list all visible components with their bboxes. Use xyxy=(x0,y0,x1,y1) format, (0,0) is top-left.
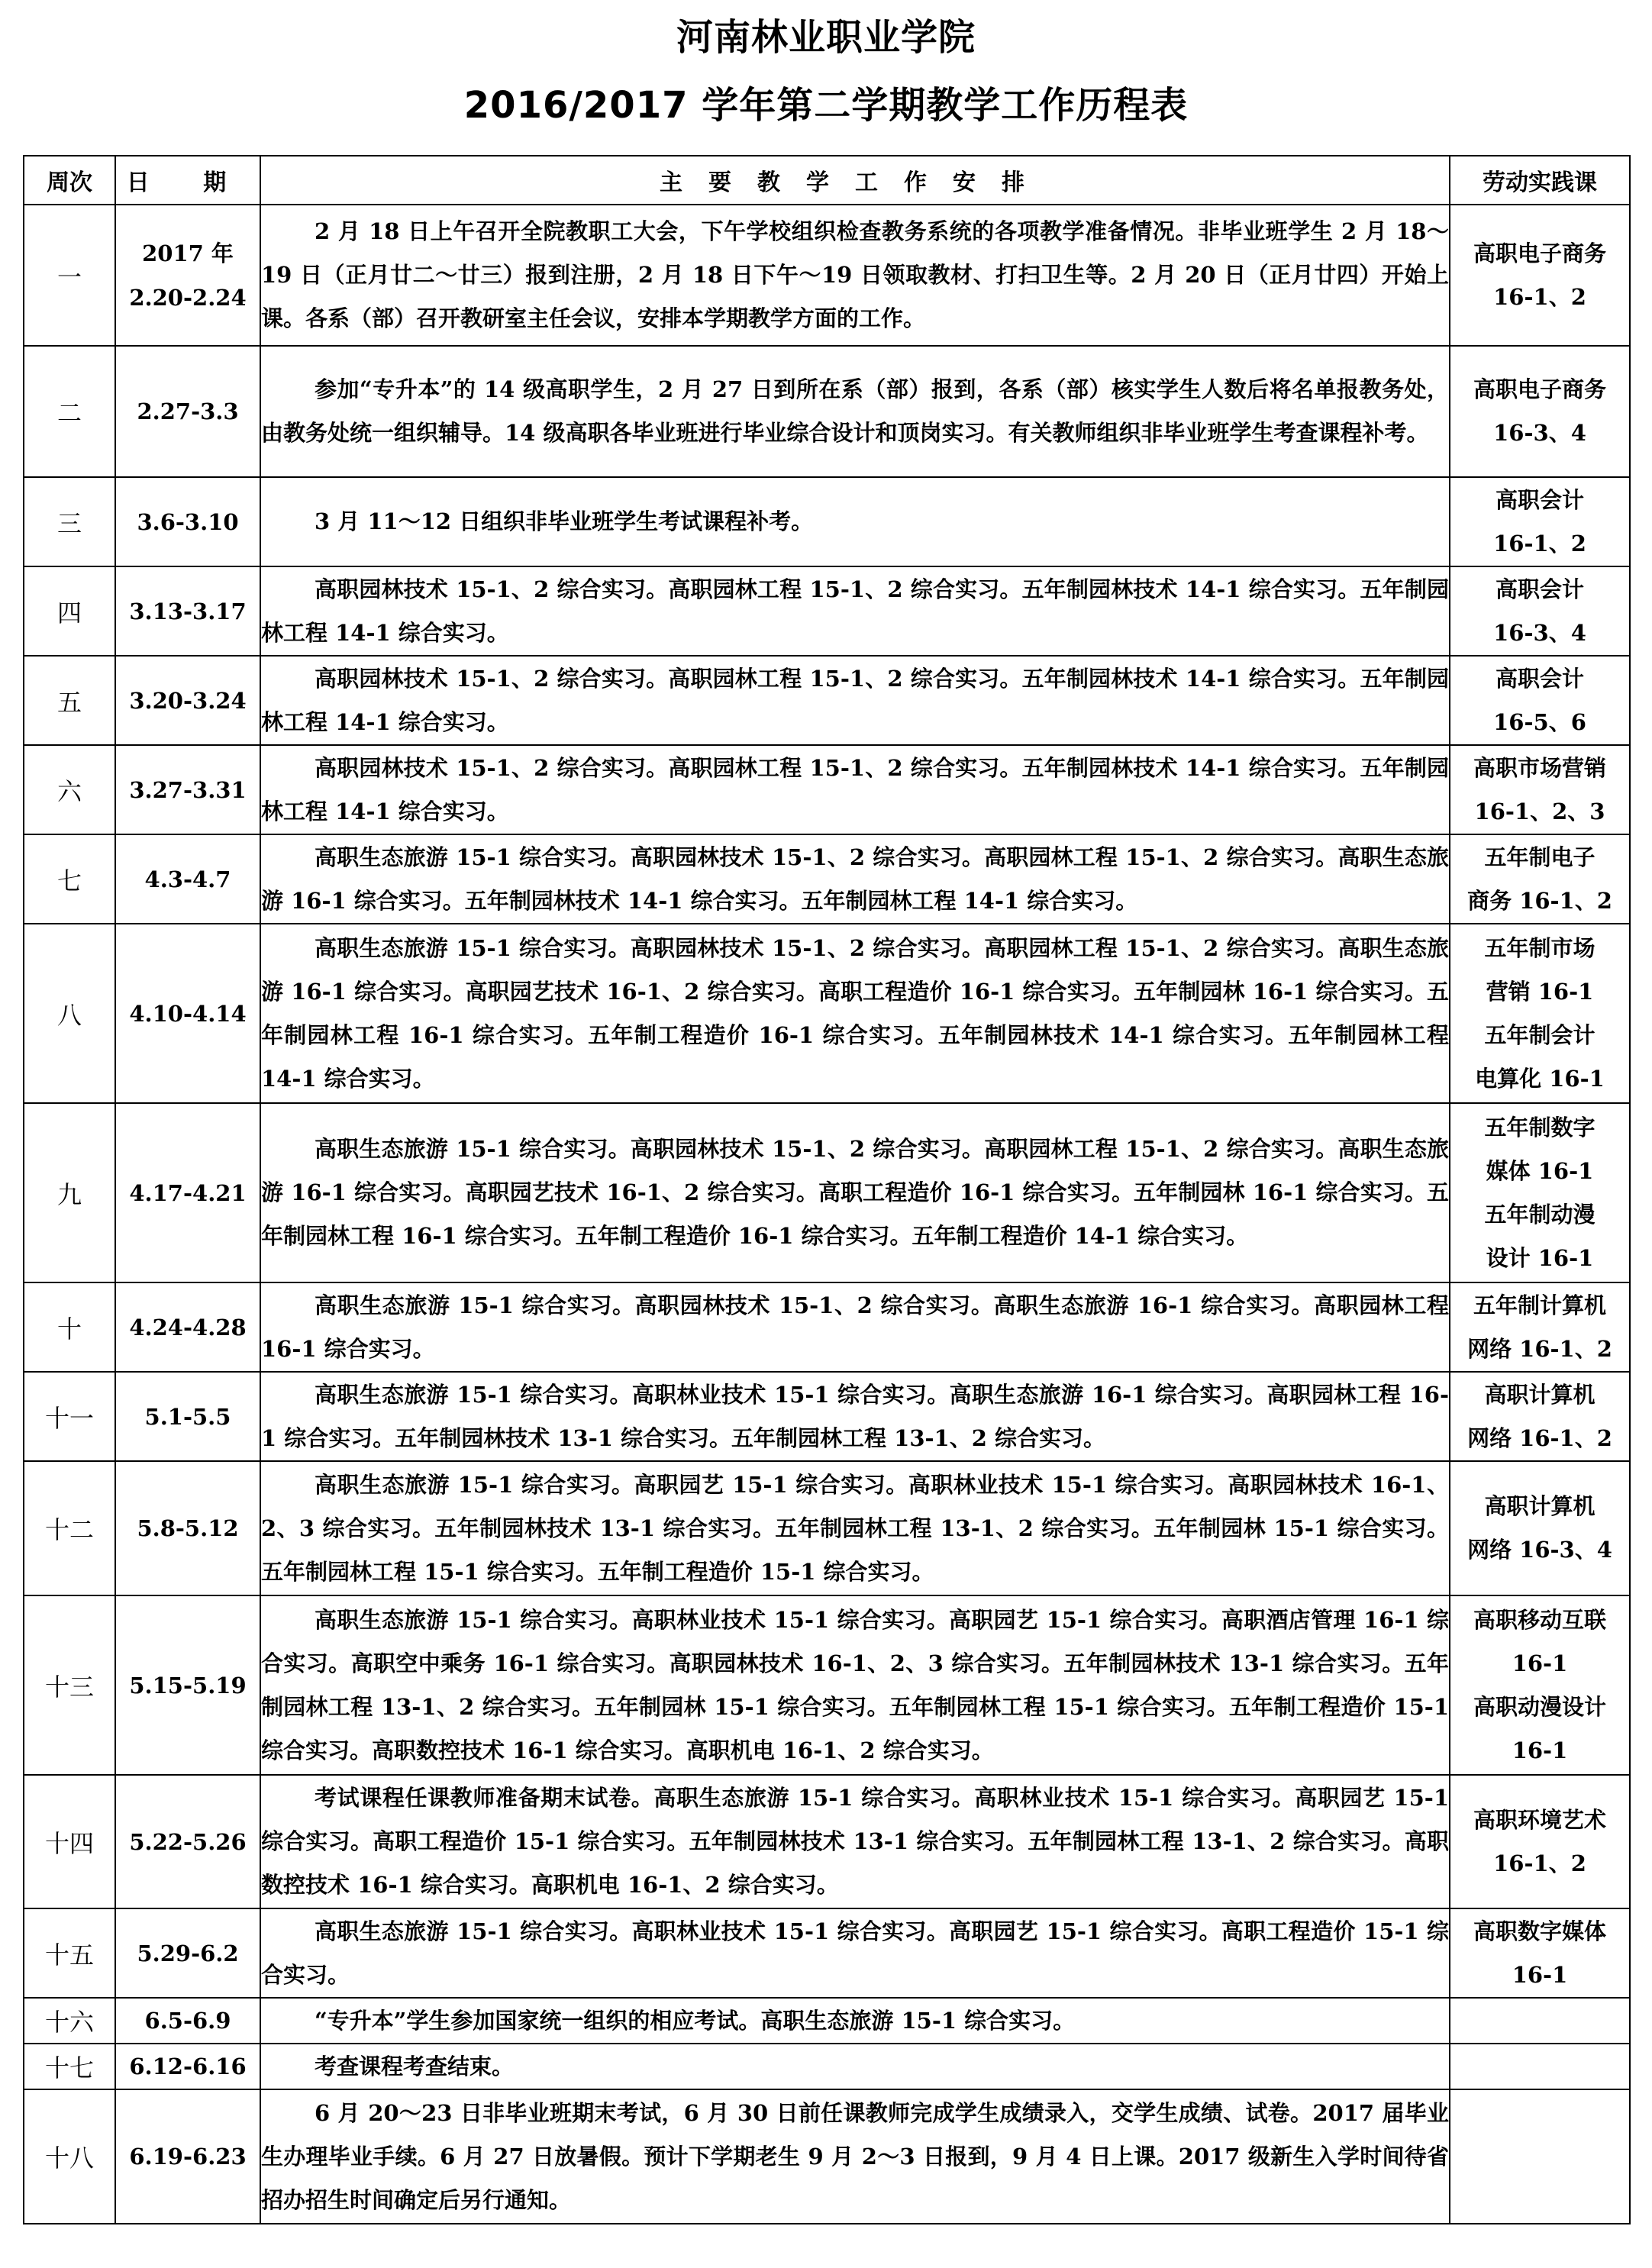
content-cell: 2 月 18 日上午召开全院教职工大会，下午学校组织检查教务系统的各项教学准备情况。非毕业班学生 2 月 18～19 日（正月廿二～廿三）报到注册，2 月 18 日下午～19 日领取教材、打扫卫生等。2 月 20 日（正月廿四）开始上课。各系（部）召开教研室主任会议，安排本学期教学方面的工作。 xyxy=(260,205,1450,346)
content-cell: 高职生态旅游 15-1 综合实习。高职林业技术 15-1 综合实习。高职生态旅游 16-1 综合实习。高职园林工程 16-1 综合实习。五年制园林技术 13-1 综合实习。五年制园林工程 13-1、2 综合实习。 xyxy=(260,1372,1450,1461)
practice-cell: 高职计算机 网络 16-1、2 xyxy=(1450,1372,1630,1461)
content-cell: 3 月 11～12 日组织非毕业班学生考试课程补考。 xyxy=(260,477,1450,566)
date-cell: 6.5-6.9 xyxy=(115,1998,260,2044)
table-row xyxy=(24,745,1630,834)
content-cell: 高职生态旅游 15-1 综合实习。高职园林技术 15-1、2 综合实习。高职园林工程 15-1、2 综合实习。高职生态旅游 16-1 综合实习。高职园艺技术 16-1、2 综合实习。高职工程造价 16-1 综合实习。五年制园林 16-1 综合实习。五年制园林工程 16-1 综合实习。五年制工程造价 16-1 综合实习。五年制园林技术 14-1 综合实习。五年制园林工程 14-1 综合实习。 xyxy=(260,924,1450,1103)
practice-cell: 高职计算机 网络 16-3、4 xyxy=(1450,1461,1630,1595)
week-cell: 十四 xyxy=(24,1775,115,1908)
practice-cell: 高职市场营销 16-1、2、3 xyxy=(1450,745,1630,834)
table-row xyxy=(24,566,1630,656)
table-row xyxy=(24,656,1630,745)
date-cell: 5.15-5.19 xyxy=(115,1595,260,1775)
week-cell: 十三 xyxy=(24,1595,115,1775)
date-cell: 2017 年 2.20-2.24 xyxy=(115,205,260,346)
table-row xyxy=(24,1461,1630,1595)
header-row xyxy=(24,156,1630,205)
practice-cell: 高职数字媒体 16-1 xyxy=(1450,1908,1630,1998)
content-cell: 高职生态旅游 15-1 综合实习。高职林业技术 15-1 综合实习。高职园艺 15-1 综合实习。高职工程造价 15-1 综合实习。 xyxy=(260,1908,1450,1998)
header-week: 周次 xyxy=(24,156,115,205)
table-row xyxy=(24,1372,1630,1461)
header-content: 主要教学工作安排 xyxy=(260,156,1450,205)
table-row xyxy=(24,2089,1630,2224)
date-cell: 3.27-3.31 xyxy=(115,745,260,834)
content-cell: 高职园林技术 15-1、2 综合实习。高职园林工程 15-1、2 综合实习。五年制园林技术 14-1 综合实习。五年制园林工程 14-1 综合实习。 xyxy=(260,566,1450,656)
content-cell: 考查课程考查结束。 xyxy=(260,2044,1450,2089)
date-cell: 4.3-4.7 xyxy=(115,834,260,924)
week-cell: 五 xyxy=(24,656,115,745)
week-cell: 八 xyxy=(24,924,115,1103)
date-cell: 4.24-4.28 xyxy=(115,1282,260,1372)
content-cell: 参加“专升本”的 14 级高职学生，2 月 27 日到所在系（部）报到，各系（部）核实学生人数后将名单报教务处，由教务处统一组织辅导。14 级高职各毕业班进行毕业综合设计和顶岗实习。有关教师组织非毕业班学生考查课程补考。 xyxy=(260,346,1450,477)
schedule-table xyxy=(23,155,1631,2224)
date-cell: 6.12-6.16 xyxy=(115,2044,260,2089)
table-row xyxy=(24,1998,1630,2044)
content-cell: 高职生态旅游 15-1 综合实习。高职园林技术 15-1、2 综合实习。高职园林工程 15-1、2 综合实习。高职生态旅游 16-1 综合实习。五年制园林技术 14-1 综合实习。五年制园林工程 14-1 综合实习。 xyxy=(260,834,1450,924)
date-cell: 2.27-3.3 xyxy=(115,346,260,477)
date-cell: 5.8-5.12 xyxy=(115,1461,260,1595)
content-cell: 6 月 20～23 日非毕业班期末考试，6 月 30 日前任课教师完成学生成绩录入，交学生成绩、试卷。2017 届毕业生办理毕业手续。6 月 27 日放暑假。预计下学期老生 9 月 2～3 日报到，9 月 4 日上课。2017 级新生入学时间待省招办招生时间确定后另行通知。 xyxy=(260,2089,1450,2224)
practice-cell: 高职会计 16-5、6 xyxy=(1450,656,1630,745)
date-cell: 4.17-4.21 xyxy=(115,1103,260,1282)
week-cell: 十二 xyxy=(24,1461,115,1595)
table-row xyxy=(24,346,1630,477)
table-row xyxy=(24,1595,1630,1775)
week-cell: 二 xyxy=(24,346,115,477)
practice-cell xyxy=(1450,1998,1630,2044)
content-cell: 高职生态旅游 15-1 综合实习。高职园林技术 15-1、2 综合实习。高职园林工程 15-1、2 综合实习。高职生态旅游 16-1 综合实习。高职园艺技术 16-1、2 综合实习。高职工程造价 16-1 综合实习。五年制园林 16-1 综合实习。五年制园林工程 16-1 综合实习。五年制工程造价 16-1 综合实习。五年制工程造价 14-1 综合实习。 xyxy=(260,1103,1450,1282)
week-cell: 十一 xyxy=(24,1372,115,1461)
date-cell: 5.29-6.2 xyxy=(115,1908,260,1998)
practice-cell: 五年制数字 媒体 16-1 五年制动漫 设计 16-1 xyxy=(1450,1103,1630,1282)
week-cell: 一 xyxy=(24,205,115,346)
week-cell: 四 xyxy=(24,566,115,656)
practice-cell: 五年制市场 营销 16-1 五年制会计 电算化 16-1 xyxy=(1450,924,1630,1103)
practice-cell xyxy=(1450,2044,1630,2089)
practice-cell: 高职环境艺术 16-1、2 xyxy=(1450,1775,1630,1908)
content-cell: 高职生态旅游 15-1 综合实习。高职园林技术 15-1、2 综合实习。高职生态旅游 16-1 综合实习。高职园林工程 16-1 综合实习。 xyxy=(260,1282,1450,1372)
date-cell: 3.20-3.24 xyxy=(115,656,260,745)
week-cell: 九 xyxy=(24,1103,115,1282)
week-cell: 十八 xyxy=(24,2089,115,2224)
header-date: 日 期 xyxy=(115,156,260,205)
table-row xyxy=(24,1103,1630,1282)
date-cell: 6.19-6.23 xyxy=(115,2089,260,2224)
content-cell: “专升本”学生参加国家统一组织的相应考试。高职生态旅游 15-1 综合实习。 xyxy=(260,1998,1450,2044)
week-cell: 十 xyxy=(24,1282,115,1372)
document-subtitle: 2016/2017 学年第二学期教学工作历程表 xyxy=(463,84,1189,127)
content-cell: 高职生态旅游 15-1 综合实习。高职林业技术 15-1 综合实习。高职园艺 15-1 综合实习。高职酒店管理 16-1 综合实习。高职空中乘务 16-1 综合实习。高职园林技术 16-1、2、3 综合实习。五年制园林技术 13-1 综合实习。五年制园林工程 13-1、2 综合实习。五年制园林 15-1 综合实习。五年制园林工程 15-1 综合实习。五年制工程造价 15-1 综合实习。高职数控技术 16-1 综合实习。高职机电 16-1、2 综合实习。 xyxy=(260,1595,1450,1775)
content-cell: 考试课程任课教师准备期末试卷。高职生态旅游 15-1 综合实习。高职林业技术 15-1 综合实习。高职园艺 15-1 综合实习。高职工程造价 15-1 综合实习。五年制园林技术 13-1 综合实习。五年制园林工程 13-1、2 综合实习。高职数控技术 16-1 综合实习。高职机电 16-1、2 综合实习。 xyxy=(260,1775,1450,1908)
table-row xyxy=(24,1908,1630,1998)
practice-cell: 高职电子商务 16-3、4 xyxy=(1450,346,1630,477)
date-cell: 3.6-3.10 xyxy=(115,477,260,566)
week-cell: 十七 xyxy=(24,2044,115,2089)
date-cell: 5.1-5.5 xyxy=(115,1372,260,1461)
week-cell: 六 xyxy=(24,745,115,834)
table-row xyxy=(24,1282,1630,1372)
date-cell: 4.10-4.14 xyxy=(115,924,260,1103)
table-row xyxy=(24,2044,1630,2089)
practice-cell: 高职电子商务 16-1、2 xyxy=(1450,205,1630,346)
content-cell: 高职园林技术 15-1、2 综合实习。高职园林工程 15-1、2 综合实习。五年制园林技术 14-1 综合实习。五年制园林工程 14-1 综合实习。 xyxy=(260,656,1450,745)
practice-cell xyxy=(1450,2089,1630,2224)
week-cell: 七 xyxy=(24,834,115,924)
content-cell: 高职生态旅游 15-1 综合实习。高职园艺 15-1 综合实习。高职林业技术 15-1 综合实习。高职园林技术 16-1、2、3 综合实习。五年制园林技术 13-1 综合实习。五年制园林工程 13-1、2 综合实习。五年制园林 15-1 综合实习。五年制园林工程 15-1 综合实习。五年制工程造价 15-1 综合实习。 xyxy=(260,1461,1450,1595)
practice-cell: 高职会计 16-1、2 xyxy=(1450,477,1630,566)
date-cell: 5.22-5.26 xyxy=(115,1775,260,1908)
date-cell: 3.13-3.17 xyxy=(115,566,260,656)
week-cell: 三 xyxy=(24,477,115,566)
practice-cell: 五年制电子 商务 16-1、2 xyxy=(1450,834,1630,924)
content-cell: 高职园林技术 15-1、2 综合实习。高职园林工程 15-1、2 综合实习。五年制园林技术 14-1 综合实习。五年制园林工程 14-1 综合实习。 xyxy=(260,745,1450,834)
table-row xyxy=(24,205,1630,346)
week-cell: 十六 xyxy=(24,1998,115,2044)
practice-cell: 高职会计 16-3、4 xyxy=(1450,566,1630,656)
header-practice: 劳动实践课 xyxy=(1450,156,1630,205)
table-row xyxy=(24,924,1630,1103)
table-row xyxy=(24,477,1630,566)
document-title: 河南林业职业学院 xyxy=(676,16,976,59)
practice-cell: 高职移动互联 16-1 高职动漫设计 16-1 xyxy=(1450,1595,1630,1775)
practice-cell: 五年制计算机 网络 16-1、2 xyxy=(1450,1282,1630,1372)
table-row xyxy=(24,834,1630,924)
week-cell: 十五 xyxy=(24,1908,115,1998)
table-row xyxy=(24,1775,1630,1908)
